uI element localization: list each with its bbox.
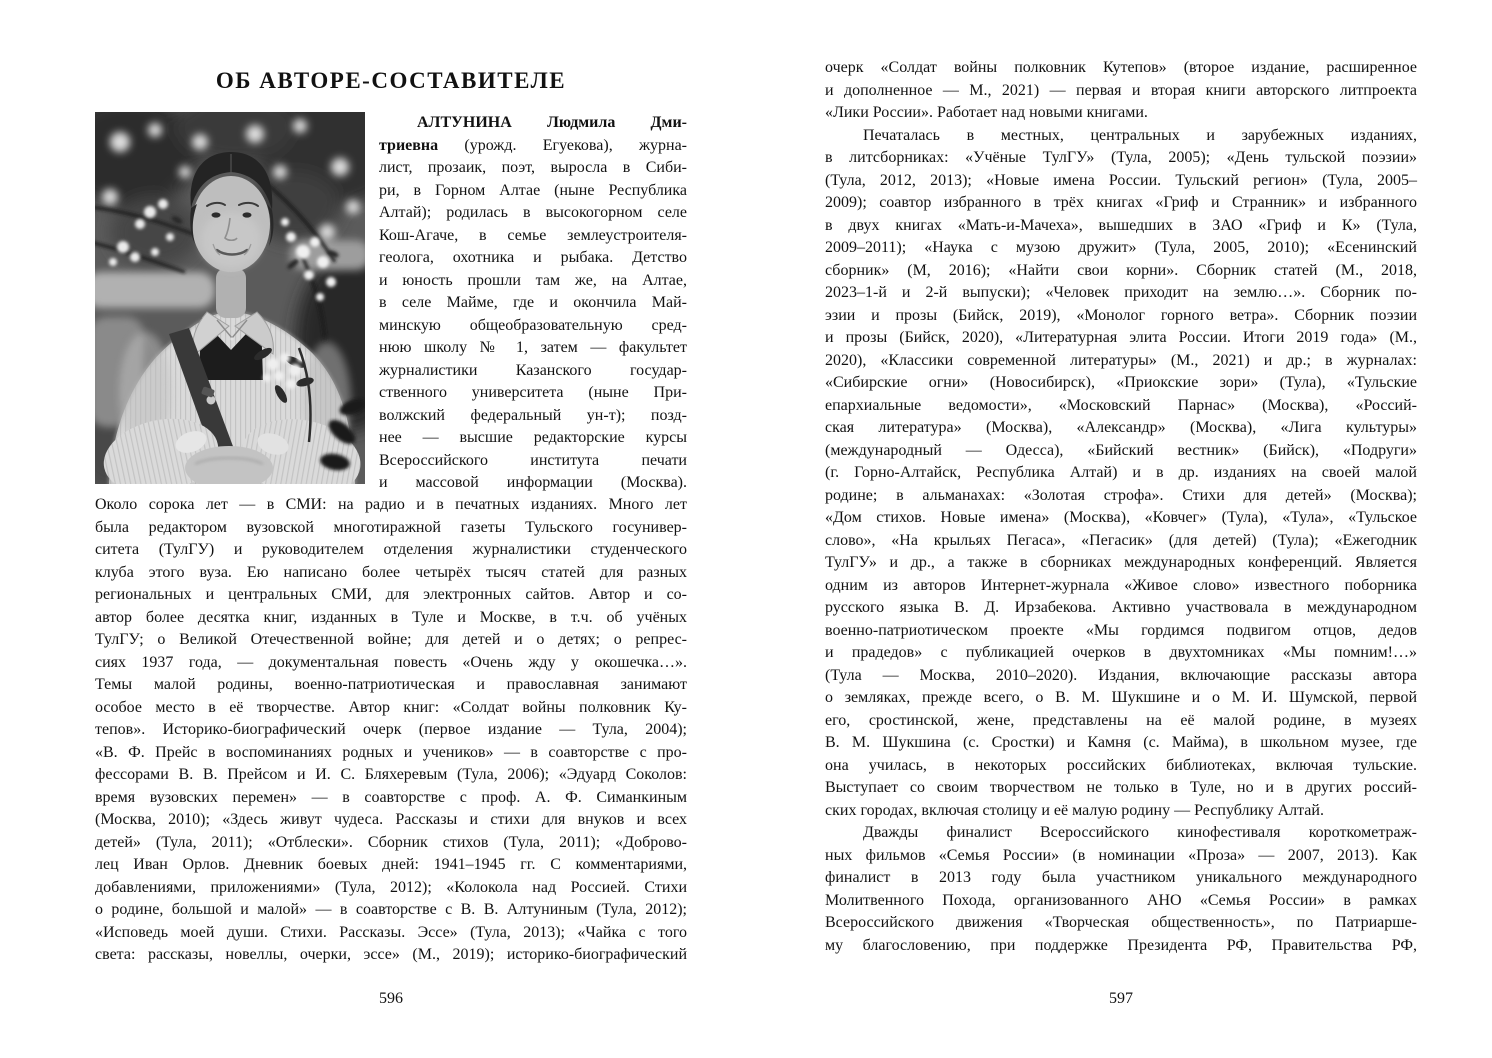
text-line: журналистики Казанского государ- [379, 361, 687, 379]
text-line: и юность прошли там же, на Алтае, [379, 271, 687, 289]
text-line: Выступает со своим творчеством не только в Туле, но и в других россий- [825, 779, 1417, 796]
text-line: нюю школу № 1, затем — факультет [379, 339, 687, 356]
text-line: ных фильмов «Семья России» (в номинации «Проза» — 2007, 2013). Как [825, 846, 1417, 864]
text-line: и прозы (Бийск, 2020), «Литературная элита России. Итоги 2019 года» (М., [825, 329, 1417, 346]
author-photo-illustration [95, 112, 365, 484]
text-line: Темы малой родины, военно-патриотическая и православная занимают [95, 676, 687, 693]
text-line: ская литература» (Москва), «Александр» (Москва), «Лига культуры» [825, 419, 1417, 436]
text-line: сиях 1937 года, — документальная повесть «Очень жду у окошечка…». [95, 653, 687, 671]
text-line: тепов». Историко-биографический очерк (первое издание — Тула, 2004); [95, 721, 687, 738]
text-line: Молитвенного Похода, организованного АНО «Семья России» в рамках [825, 891, 1417, 909]
text-line: (Москва, 2010); «Здесь живут чудеса. Рассказы и стихи для внуков и всех [95, 811, 687, 828]
text-line: и прадедов» с публикацией очерков в двухтомниках «Мы помним!…» [825, 644, 1417, 661]
text-line: 2009–2011); «Наука с музою дружит» (Тула, 2005, 2010); «Есенинский [825, 239, 1417, 256]
text-line: АЛТУНИНА Людмила Дми- [417, 114, 687, 131]
text-line: (международный — Одесса), «Бийский вестник» (Бийск), «Подруги» [825, 441, 1417, 459]
text-line: «В. Ф. Прейс в воспоминаниях родных и учеников» — в соавторстве с про- [95, 743, 687, 761]
text-line: ри, в Горном Алтае (ныне Республика [379, 181, 687, 199]
text-line: сборник» (М, 2016); «Найти свои корни». Сборник статей (М., 2018, [825, 261, 1417, 279]
bio-row [95, 112, 687, 495]
text-line: (Тула — Москва, 2010–2020). Издания, включающие рассказы автора [825, 666, 1417, 684]
page-number-left: 596 [379, 990, 403, 1007]
text-line: Всероссийского движения «Творческая общественность», по Патриарше- [825, 914, 1417, 931]
text-line: особое место в её творчестве. Автор книг: «Солдат войны полковник Ку- [95, 698, 687, 716]
text-line: минскую общеобразовательную сред- [379, 316, 687, 334]
text-line: клуба этого вуза. Ею написано более четырёх тысяч статей для разных [95, 563, 687, 581]
text-line: ситета (ТулГУ) и руководителем отделения журналистики студенческого [95, 541, 687, 558]
text-line: его, сростинской, жене, представлены на её малой родине, в музеях [825, 711, 1417, 729]
text-line: военно-патриотическом проекте «Мы гордимся подвигом отцов, дедов [825, 621, 1417, 639]
text-line: родине; в альманахах: «Золотая строфа». Стихи для детей» (Москва); [825, 486, 1417, 504]
text-line: епархиальные ведомости», «Московский Парнас» (Москва), «Россий- [825, 396, 1417, 414]
author-photo [95, 112, 365, 484]
text-line: время вузовских перемен» — в соавторстве с проф. А. Ф. Симанкиным [95, 788, 687, 806]
paragraph-publications [825, 125, 1417, 823]
page-left [95, 0, 687, 1058]
text-line: 2009); соавтор избранного в трёх книгах «Гриф и Странник» и избранного [825, 194, 1417, 211]
text-line: ских городах, включая столицу и её малую родину — Республику Алтай. [825, 801, 1324, 819]
text-line: Всероссийского института печати [379, 451, 687, 469]
text-line: Около сорока лет — в СМИ: на радио и в печатных изданиях. Много лет [95, 496, 687, 513]
paragraph-continuation [825, 57, 1417, 125]
text-line: эзии и прозы (Бийск, 2019), «Монолог горного ветра». Сборник поэзии [825, 306, 1417, 324]
text-line: в двух книгах «Мать-и-Мачеха», вышедших в ЗАО «Гриф и К» (Тула, [825, 216, 1417, 234]
text-line: русского языка В. Д. Ирзабекова. Активно участвовала в международном [825, 599, 1417, 616]
text-line: одним из авторов Интернет-журнала «Живое слово» известного поборника [825, 576, 1417, 594]
text-line: финалист в 2013 году была участником уникального международного [825, 869, 1417, 886]
text-line: слово», «На крыльях Пегаса», «Пегасик» (для детей) (Тула); «Ежегодник [825, 531, 1417, 549]
text-line: триевна (урожд. Егуекова), журна- [379, 136, 687, 154]
text-line: и массовой информации (Москва). [379, 474, 687, 491]
text-line: о земляках, прежде всего, о В. М. Шукшине и о М. И. Шумской, первой [825, 689, 1417, 706]
text-line: света: рассказы, новеллы, очерки, эссе» (М., 2019); историко-биографический [95, 946, 687, 963]
text-line: детей» (Тула, 2011); «Отблески». Сборник стихов (Тула, 2011); «Доброво- [95, 833, 687, 851]
text-line: добавлениями, приложениями» (Тула, 2012); «Колокола над Россией. Стихи [95, 878, 687, 896]
text-line: 2020), «Классики современной литературы» (М., 2021) и др.; в журналах: [825, 351, 1417, 369]
text-line: фессорами В. В. Прейсом и И. С. Бляхеревым (Тула, 2006); «Эдуард Соколов: [95, 766, 687, 783]
text-line: (Тула, 2012, 2013); «Новые имена России. Тульский регион» (Тула, 2005– [825, 171, 1417, 189]
text-line: ственного университета (ныне При- [379, 384, 687, 401]
text-line: лист, прозаик, поэт, выросла в Сиби- [379, 159, 687, 176]
bio-column-text [379, 112, 687, 495]
text-line: «Дом стихов. Новые имена» (Москва), «Ковчег» (Тула), «Тула», «Тульское [825, 509, 1417, 526]
page-right [825, 0, 1417, 1058]
text-line: Кош-Агаче, в семье землеустроителя- [379, 226, 687, 244]
text-line: ТулГУ; о Великой Отечественной войне; для детей и о детях; о репрес- [95, 631, 687, 648]
text-line: «Лики России». Работает над новыми книгами. [825, 104, 1148, 121]
text-line: Дважды финалист Всероссийского кинофестиваля короткометраж- [863, 824, 1417, 841]
text-line: волжский федеральный ун-т); позд- [379, 406, 687, 424]
text-line: нее — высшие редакторские курсы [379, 429, 687, 446]
text-line: (г. Горно-Алтайск, Республика Алтай) и в др. изданиях на своей малой [825, 464, 1417, 481]
page-number-right: 597 [1109, 990, 1133, 1007]
text-line: му благословению, при поддержке Президента РФ, Правительства РФ, [825, 936, 1417, 954]
text-line: была редактором вузовской многотиражной газеты Тульского госунивер- [95, 518, 687, 536]
text-line: геолога, охотника и рыбака. Детство [379, 249, 687, 266]
text-line: В. М. Шукшина (с. Сростки) и Камня (с. Майма), в школьном музее, где [825, 734, 1417, 751]
text-line: автор более десятка книг, изданных в Туле и Москве, в т.ч. об учёных [95, 608, 687, 626]
text-line: лец Иван Орлов. Дневник боевых дней: 1941–1945 гг. С комментариями, [95, 856, 687, 873]
paragraph-festival [825, 822, 1417, 957]
text-line: в селе Майме, где и окончила Май- [379, 294, 687, 311]
text-line: в литсборниках: «Учёные ТулГУ» (Тула, 2005); «День тульской поэзии» [825, 149, 1417, 166]
bio-full-text [95, 494, 687, 967]
text-line: 2023–1-й и 2-й выпуски); «Человек приходит на землю…». Сборник по- [825, 284, 1417, 301]
text-line: «Сибирские огни» (Новосибирск), «Приокские зори» (Тула), «Тульские [825, 374, 1417, 391]
text-line: «Исповедь моей души. Стихи. Рассказы. Эссе» (Тула, 2013); «Чайка с того [95, 923, 687, 941]
right-page-text [825, 57, 1417, 957]
text-line: Печаталась в местных, центральных и зарубежных изданиях, [863, 126, 1417, 144]
text-line: о родине, большой и малой» — в соавторстве с В. В. Алтуниным (Тула, 2012); [95, 901, 687, 918]
text-line: она училась, в некоторых российских библиотеках, включая тульские. [825, 756, 1417, 774]
text-line: и дополненное — М., 2021) — первая и вторая книги авторского литпроекта [825, 81, 1417, 99]
text-line: очерк «Солдат войны полковник Кутепов» (второе издание, расширенное [825, 59, 1417, 76]
text-line: Алтай); родилась в высокогорном селе [379, 204, 687, 221]
text-line: ТулГУ» и др., а также в сборниках международных конференций. Является [825, 554, 1417, 571]
page-title: ОБ АВТОРЕ-СОСТАВИТЕЛЕ [215, 68, 567, 93]
text-line: региональных и центральных СМИ, для электронных сайтов. Автор и со- [95, 586, 687, 603]
